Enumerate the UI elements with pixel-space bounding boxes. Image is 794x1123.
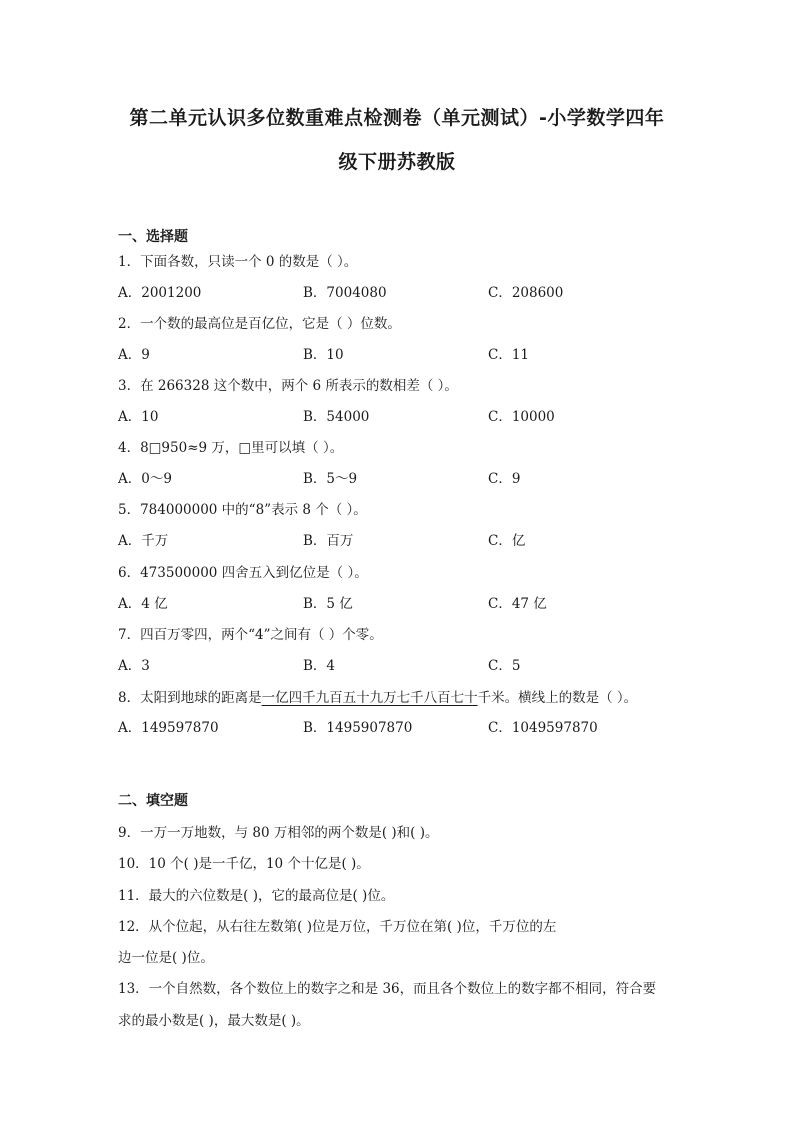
question-6-option-a: A．4 亿 — [118, 596, 168, 612]
question-1-option-c: C．208600 — [488, 285, 564, 301]
question-5-option-a: A．千万 — [118, 533, 169, 549]
section-heading-fill-blank: 二、填空题 — [118, 793, 188, 809]
question-8-stem-start: 8．太阳到地球的距离是 — [118, 690, 262, 706]
question-5-option-b: B．百万 — [303, 533, 354, 549]
question-3-option-b: B．54000 — [303, 409, 370, 425]
question-13-line-1: 13．一个自然数，各个数位上的数字之和是 36，而且各个数位上的数字都不相同，符合要 — [118, 981, 657, 997]
question-2-option-c: C．11 — [488, 347, 530, 363]
question-4-option-b: B．5～9 — [303, 471, 358, 487]
question-2-stem: 2．一个数的最高位是百亿位，它是（ ）位数。 — [118, 316, 401, 332]
section-heading-choice: 一、选择题 — [118, 229, 188, 245]
question-7-stem: 7．四百万零四，两个“4”之间有（ ）个零。 — [118, 627, 383, 643]
question-7-option-b: B．4 — [303, 658, 336, 674]
question-1-stem: 1．下面各数，只读一个 0 的数是（ ）。 — [118, 254, 358, 270]
question-8-underlined-number: 一亿四千九百五十九万七千八百七十 — [261, 690, 478, 706]
question-3-stem: 3．在 266328 这个数中，两个 6 所表示的数相差（ ）。 — [118, 378, 458, 394]
question-5-stem: 5．784000000 中的“8”表示 8 个（ ）。 — [118, 502, 367, 518]
page-title-line-1: 第二单元认识多位数重难点检测卷（单元测试）-小学数学四年 — [129, 107, 665, 129]
question-4-option-a: A．0～9 — [118, 471, 172, 487]
question-1-option-a: A．2001200 — [118, 285, 202, 301]
question-5-option-c: C．亿 — [488, 533, 526, 549]
question-8-option-c: C．1049597870 — [488, 720, 598, 736]
question-6-option-c: C．47 亿 — [488, 596, 547, 612]
question-3-option-c: C．10000 — [488, 409, 555, 425]
question-13-line-2: 求的最小数是( )，最大数是( )。 — [118, 1013, 310, 1029]
question-4-option-c: C．9 — [488, 471, 521, 487]
question-9-line: 9．一万一万地数，与 80 万相邻的两个数是( )和( )。 — [118, 825, 439, 841]
question-8-option-b: B．1495907870 — [303, 720, 413, 736]
question-11-line: 11．最大的六位数是( )，它的最高位是( )位。 — [118, 888, 395, 904]
question-2-option-a: A．9 — [118, 347, 150, 363]
question-1-option-b: B．7004080 — [303, 285, 387, 301]
question-8-stem-end: 千米。横线上的数是（ ）。 — [477, 690, 638, 706]
question-6-stem: 6．473500000 四舍五入到亿位是（ ）。 — [118, 565, 368, 581]
question-7-option-a: A．3 — [118, 658, 150, 674]
question-2-option-b: B．10 — [303, 347, 344, 363]
question-4-stem: 4．8□950≈9 万，□里可以填（ ）。 — [118, 440, 344, 456]
question-8-stem — [118, 686, 637, 706]
question-12-line-2: 边一位是( )位。 — [118, 950, 214, 966]
question-3-option-a: A．10 — [118, 409, 159, 425]
question-7-option-c: C．5 — [488, 658, 521, 674]
question-6-option-b: B．5 亿 — [303, 596, 353, 612]
question-8-option-a: A．149597870 — [118, 720, 219, 736]
question-12-line-1: 12．从个位起，从右往左数第( )位是万位，千万位在第( )位，千万位的左 — [118, 919, 557, 935]
question-10-line: 10．10 个( )是一千亿，10 个十亿是( )。 — [118, 856, 370, 872]
page-title-line-2: 级下册苏教版 — [338, 151, 456, 173]
